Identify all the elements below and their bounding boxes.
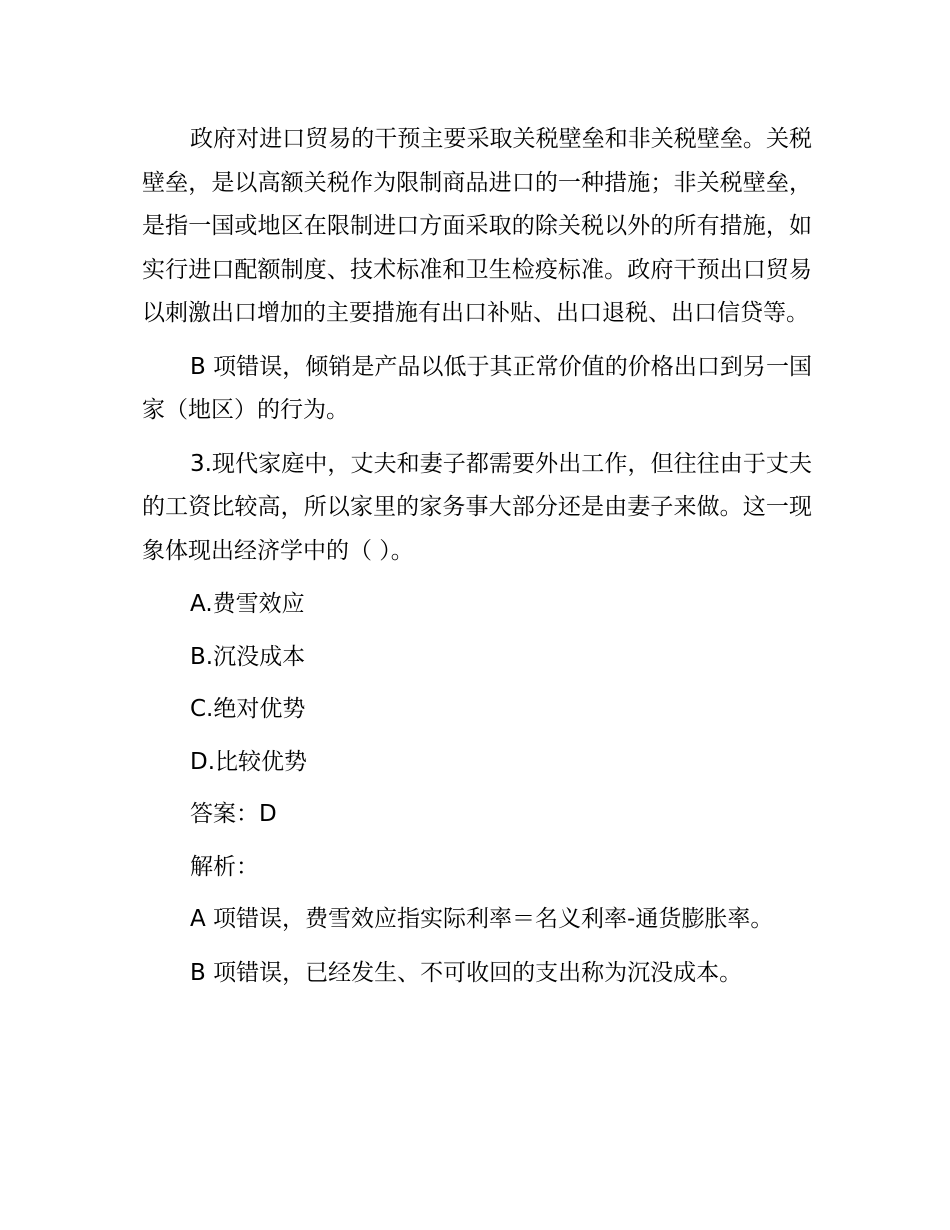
analysis-option-a: A 项错误，费雪效应指实际利率＝名义利率-通货膨胀率。: [190, 906, 774, 932]
document-content: [142, 118, 812, 1005]
option-c: C.绝对优势: [190, 696, 306, 722]
analysis-label: 解析：: [190, 853, 259, 880]
option-b: B.沉没成本: [190, 643, 306, 670]
question-3-text: 3.现代家庭中，丈夫和妻子都需要外出工作，但往往由于丈夫的工资比较高，所以家里的家务事大部分还是由妻子来做。这一现象体现出经济学中的（ ）。: [142, 450, 812, 564]
answer-line: 答案：D: [190, 801, 277, 827]
paragraph-option-b-dumping: B 项错误，倾销是产品以低于其正常价值的价格出口到另一国家（地区）的行为。: [142, 353, 812, 423]
option-d: D.比较优势: [190, 748, 308, 775]
paragraph-trade-intervention: 政府对进口贸易的干预主要采取关税壁垒和非关税壁垒。关税壁垒，是以高额关税作为限制商品进口的一种措施；非关税壁垒，是指一国或地区在限制进口方面采取的除关税以外的所有措施，如实行进口配额制度、技术标准和卫生检疫标准。政府干预出口贸易以刺激出口增加的主要措施有出口补贴、出口退税、出口信贷等。: [142, 126, 812, 326]
analysis-option-b: B 项错误，已经发生、不可收回的支出称为沉没成本。: [190, 959, 743, 986]
option-a: A.费雪效应: [190, 591, 305, 617]
